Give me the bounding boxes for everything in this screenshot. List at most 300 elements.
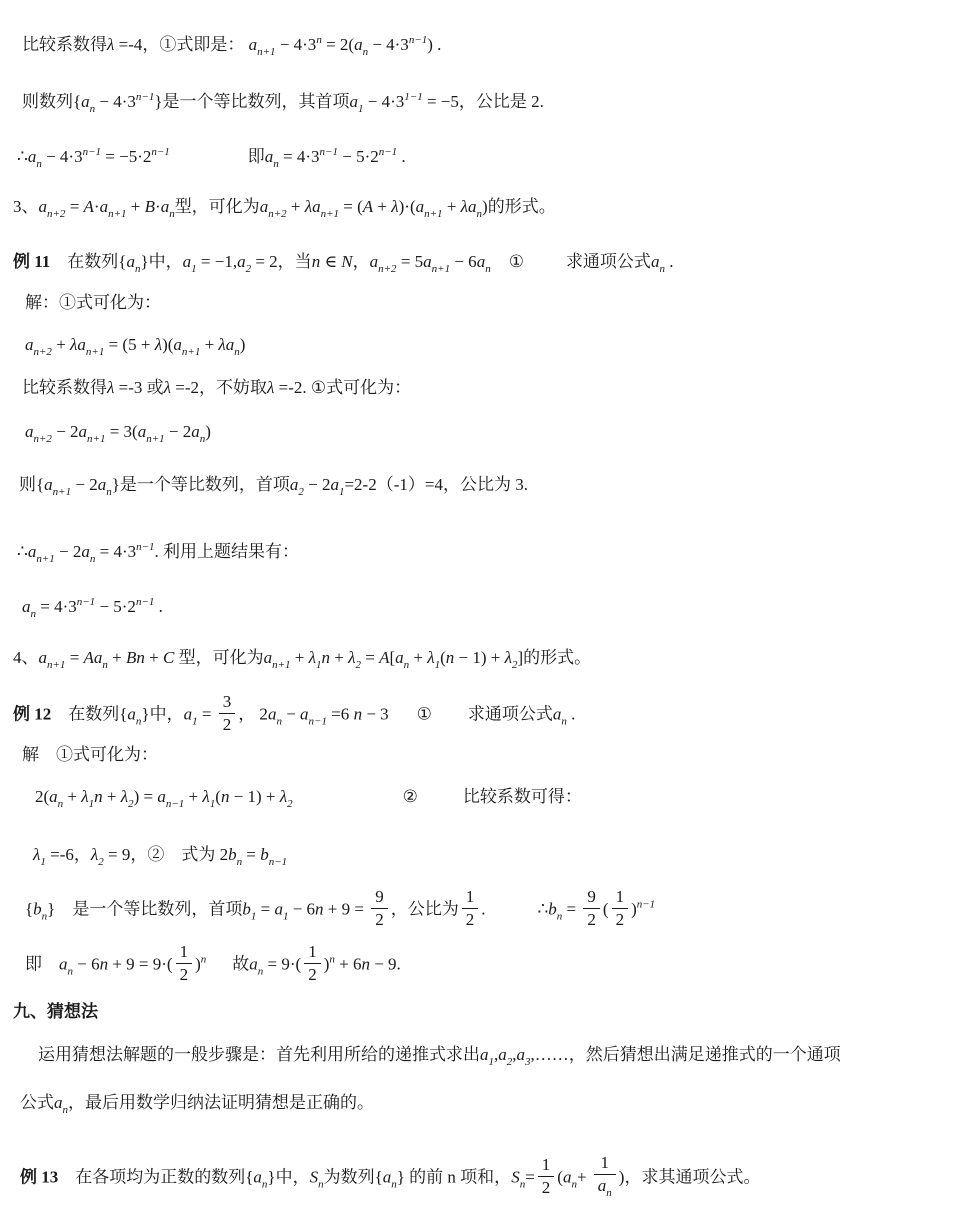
text-run: ∈ <box>320 252 342 271</box>
text-run: 比较系数得 <box>22 378 107 397</box>
fraction-denominator <box>462 908 479 929</box>
text-run: 在数列{ <box>51 704 128 724</box>
text-run: 1 <box>179 942 189 961</box>
text-run: ，最后用数学归纳法证明猜想是正确的。 <box>68 1093 374 1112</box>
text-run: }是一个等比数列，首项 <box>111 475 290 494</box>
math-var: λ <box>267 378 275 397</box>
fraction-denominator <box>371 908 388 929</box>
subscript: n+1 <box>36 553 55 565</box>
text-run: 2 <box>308 964 317 984</box>
text-run: + <box>184 787 203 806</box>
text-run: }中， <box>140 252 183 271</box>
subscript: 2 <box>355 659 361 671</box>
math-var: b <box>228 845 237 864</box>
text-run: ) = <box>133 787 158 806</box>
line-22-guess-method-step2 <box>20 1090 374 1123</box>
subscript: n <box>519 1178 526 1191</box>
text-run: + 9 = 9·( <box>108 954 173 974</box>
math-var: λ <box>202 787 210 806</box>
math-var: a <box>562 1167 572 1187</box>
text-run: ， 2 <box>238 704 268 724</box>
line-07-lambda-equation <box>25 332 245 365</box>
spacer <box>524 266 566 267</box>
text-run: − 2 <box>54 542 82 561</box>
bold-text: 例 11 <box>13 252 51 271</box>
math-var: a <box>498 1045 507 1064</box>
text-run: }中， <box>267 1167 310 1187</box>
fraction-numerator <box>612 888 629 908</box>
math-var: a <box>274 899 283 919</box>
subscript: n <box>57 798 64 810</box>
text-run: )( <box>162 335 174 354</box>
math-var: a <box>54 1093 63 1112</box>
text-run: ( <box>440 648 446 667</box>
math-var: a <box>382 1167 392 1187</box>
text-run: − 2 <box>51 422 79 441</box>
line-23-example-13 <box>20 1153 761 1201</box>
text-run: · <box>155 197 161 216</box>
math-var: n <box>311 252 321 271</box>
subscript: n <box>276 715 282 728</box>
text-run: 3 <box>222 692 232 711</box>
text-run: = <box>65 648 84 667</box>
fraction-denominator <box>538 1176 555 1197</box>
text-run: ( <box>557 1167 563 1187</box>
line-13-type4-heading <box>13 645 591 678</box>
math-var: a <box>27 542 37 561</box>
fraction-denominator <box>219 713 236 734</box>
math-var: a <box>38 648 47 667</box>
text-run: } 是一个等比数列，首项 <box>47 899 243 919</box>
fraction-numerator <box>371 888 388 908</box>
subscript: n+1 <box>257 46 276 58</box>
math-var: a <box>78 422 88 441</box>
text-run: ，公比为 <box>390 899 459 919</box>
subscript: n <box>261 1178 268 1191</box>
text-run: ) <box>631 899 637 919</box>
text-run: 即 <box>247 147 265 166</box>
math-var: λ <box>427 648 435 667</box>
fraction <box>219 693 236 734</box>
line-06-solution-11 <box>25 290 161 316</box>
subscript: 2 <box>511 659 518 671</box>
text-run: − 1) + <box>229 787 280 806</box>
line-09-reduced-equation <box>25 419 211 452</box>
text-run: ∴ <box>17 147 28 166</box>
text-run: + <box>144 648 163 667</box>
text-run: − 2 <box>164 422 192 441</box>
subscript: 2 <box>98 856 104 868</box>
math-var: λ <box>107 378 115 397</box>
math-var: a <box>259 197 269 216</box>
text-run: + <box>373 197 392 216</box>
fraction-denominator <box>583 908 600 929</box>
text-run: 2( <box>35 787 50 806</box>
math-var: λ <box>308 648 316 667</box>
line-17-lambda12-values <box>33 842 287 875</box>
math-var: n <box>321 648 330 667</box>
math-var: a <box>349 92 359 111</box>
text-run: =-2. ①式可化为： <box>274 378 412 397</box>
math-var: Aa <box>83 648 103 667</box>
text-run: + <box>290 648 309 667</box>
text-run: − <box>281 704 301 724</box>
text-run: 2 <box>222 714 232 734</box>
math-var: a <box>44 475 53 494</box>
line-02-geometric-sequence <box>22 84 544 122</box>
text-run: )，求其通项公式。 <box>618 1167 761 1187</box>
math-var: n <box>445 648 455 667</box>
subscript: n+1 <box>320 208 340 220</box>
subscript: 1 <box>250 910 257 923</box>
subscript: n <box>89 103 96 115</box>
math-var: a <box>300 704 309 724</box>
superscript: n−1 <box>136 541 155 553</box>
text-run: =-2，不妨取 <box>171 378 267 397</box>
math-var: λa <box>304 197 321 216</box>
superscript: n <box>200 953 207 966</box>
math-var: a <box>182 252 192 271</box>
text-run: 9 <box>375 887 384 906</box>
subscript: n+1 <box>272 659 291 671</box>
math-var: a <box>25 422 34 441</box>
spacer <box>170 161 248 162</box>
math-var: a <box>157 787 166 806</box>
math-var: a <box>160 197 170 216</box>
subscript: n <box>102 659 108 671</box>
line-12-final-an <box>22 589 163 627</box>
text-run: + <box>286 197 305 216</box>
superscript: n−1 <box>76 596 96 608</box>
text-run: + <box>409 648 428 667</box>
superscript: n−1 <box>135 91 155 103</box>
math-var: λ <box>163 378 171 397</box>
text-run: + <box>51 335 71 354</box>
text-run: + 6 <box>334 954 362 974</box>
text-run: 在数列{ <box>50 252 127 271</box>
text-run: + <box>576 1167 591 1187</box>
subscript: n <box>659 263 665 275</box>
subscript: 2 <box>245 263 252 275</box>
text-run: 2 <box>615 909 625 929</box>
math-var: a <box>22 597 31 616</box>
text-run: + <box>442 197 461 216</box>
subscript: 3 <box>525 1056 531 1068</box>
text-run: 1 <box>465 887 475 906</box>
math-var: λ <box>154 335 163 354</box>
line-16-expanded-equation <box>35 784 582 817</box>
fraction-numerator <box>176 943 193 963</box>
subscript: 1 <box>209 798 216 810</box>
line-04-type3-heading <box>13 194 556 227</box>
subscript: n <box>485 263 491 275</box>
subscript: n <box>30 608 36 620</box>
math-var: a <box>597 1175 607 1195</box>
subscript: n <box>89 553 96 565</box>
fraction <box>594 1154 616 1199</box>
text-run: , <box>512 1045 517 1064</box>
math-var: C <box>163 648 175 667</box>
math-var: a <box>253 1167 262 1187</box>
math-var: a <box>237 252 246 271</box>
math-var: λa <box>70 335 86 354</box>
text-run: = <box>360 648 380 667</box>
text-run: { <box>25 899 34 919</box>
text-run: 2 <box>587 909 596 929</box>
text-run: = −5，公比是 2. <box>422 92 544 111</box>
math-var: a <box>126 252 135 271</box>
line-05-example-11 <box>13 249 673 282</box>
line-19-an-final-12 <box>25 942 401 986</box>
subscript: n <box>236 856 243 868</box>
fraction-denominator <box>594 1174 616 1200</box>
text-run: 型，可化为 <box>174 197 260 216</box>
text-run: ) . <box>427 35 442 54</box>
text-run: ( <box>215 787 221 806</box>
subscript: n−1 <box>308 715 327 728</box>
text-run: = −5·2 <box>101 147 152 166</box>
text-run: . <box>481 899 486 919</box>
math-var: a <box>127 704 136 724</box>
subscript: n+1 <box>52 486 72 498</box>
subscript: n <box>606 1186 612 1199</box>
text-run: ,……，然后猜想出满足递推式的一个通项 <box>530 1045 841 1064</box>
superscript: n−1 <box>378 146 398 158</box>
line-01-lambda-result <box>22 27 441 65</box>
math-var: a <box>330 475 339 494</box>
subscript: n <box>318 1178 324 1191</box>
spacer <box>432 718 468 719</box>
bold-text: 例 12 <box>13 704 52 724</box>
math-var: n <box>361 954 370 974</box>
subscript: 1 <box>316 659 322 671</box>
line-11-therefore-result <box>17 534 299 572</box>
text-run: )的形式。 <box>482 197 556 216</box>
math-var: b <box>242 899 251 919</box>
math-var: a <box>423 252 432 271</box>
text-run: = <box>525 1167 535 1187</box>
fraction-numerator <box>594 1154 616 1174</box>
text-run: + <box>63 787 82 806</box>
text-run: =6 <box>326 704 354 724</box>
math-var: a <box>248 35 258 54</box>
subscript: 2 <box>298 486 304 498</box>
math-var: n <box>94 787 103 806</box>
fraction-denominator <box>304 963 321 984</box>
math-var: a <box>81 92 90 111</box>
text-run: 型，可化为 <box>174 648 264 667</box>
math-var: a <box>191 422 200 441</box>
spacer <box>206 968 232 969</box>
subscript: n <box>257 965 264 978</box>
line-03-therefore-an <box>17 139 406 177</box>
text-run: − 6 <box>450 252 477 271</box>
subscript: n <box>62 1104 68 1116</box>
text-run: ∴ <box>17 542 28 561</box>
fraction-numerator <box>304 943 321 963</box>
text-run: . 利用上题结果有： <box>154 542 300 561</box>
text-run: 在各项均为正数的数列{ <box>58 1167 254 1187</box>
text-run: − 9. <box>369 954 401 974</box>
subscript: 1 <box>434 659 441 671</box>
subscript: 1 <box>191 263 197 275</box>
subscript: n <box>273 158 279 170</box>
text-run: + <box>102 787 121 806</box>
spacer <box>491 266 509 267</box>
text-run: = <box>562 899 581 919</box>
text-run: [ <box>389 648 396 667</box>
subscript: 1 <box>192 715 198 728</box>
subscript: n+1 <box>47 659 66 671</box>
subscript: 2 <box>128 798 134 810</box>
line-08-lambda-values <box>22 375 411 401</box>
text-run: 求通项公式 <box>467 704 553 724</box>
subscript: n <box>476 208 483 220</box>
text-run: 1 <box>541 1155 551 1175</box>
math-var: a <box>25 335 34 354</box>
text-run: 即 <box>25 954 59 974</box>
math-var: a <box>650 252 660 271</box>
math-var: n <box>220 787 230 806</box>
text-run: = 4·3 <box>95 542 137 561</box>
math-var: a <box>81 542 90 561</box>
subscript: n+1 <box>87 433 106 445</box>
subscript: 1 <box>338 486 345 498</box>
subscript: n+1 <box>181 346 201 358</box>
text-run: 4、 <box>13 648 39 667</box>
math-var: a <box>369 252 379 271</box>
text-run: 2 <box>465 909 475 929</box>
line-18-bn-sequence <box>25 887 656 931</box>
text-run: 求通项公式 <box>565 252 651 271</box>
text-run: 公式 <box>20 1093 54 1112</box>
text-run: . <box>154 597 163 616</box>
math-var: A <box>379 648 390 667</box>
subscript: n <box>561 715 567 728</box>
math-var: λ <box>391 197 399 216</box>
text-run: =2-2（-1）=4，公比为 3. <box>344 475 528 494</box>
fraction-numerator <box>219 693 236 713</box>
math-var: Bn <box>126 648 145 667</box>
text-run: − 1) + <box>454 648 505 667</box>
text-run: + 9 = <box>323 899 369 919</box>
superscript: n−1 <box>151 146 170 158</box>
text-run: ) <box>195 954 201 974</box>
subscript: n−1 <box>268 856 288 868</box>
line-15-solution-12 <box>22 742 158 768</box>
text-run: } 的前 n 项和， <box>396 1167 512 1187</box>
line-10-first-term <box>19 472 528 505</box>
text-run: 1 <box>615 887 625 906</box>
math-var: a <box>27 147 37 166</box>
fraction-numerator <box>462 888 479 908</box>
math-var: a <box>137 422 147 441</box>
subscript: n <box>67 965 73 978</box>
text-run: ( <box>602 899 609 919</box>
subscript: n+1 <box>424 208 443 220</box>
math-var: λ <box>107 35 115 54</box>
subscript: n <box>571 1178 577 1191</box>
math-var: a <box>354 35 363 54</box>
subscript: n <box>41 910 48 923</box>
text-run: − 6 <box>288 899 316 919</box>
text-run: − 4·3 <box>275 35 317 54</box>
math-var: a <box>99 197 109 216</box>
fraction-denominator <box>612 908 629 929</box>
subscript: 2 <box>287 798 293 810</box>
math-var: a <box>38 197 47 216</box>
math-var: b <box>33 899 42 919</box>
text-run: ② <box>402 787 418 806</box>
text-run: = 9·( <box>263 954 302 974</box>
math-var: a <box>263 648 273 667</box>
text-run: ∴ <box>537 899 549 919</box>
math-var: λa <box>460 197 477 216</box>
fraction-numerator <box>583 888 600 908</box>
line-20-section-nine-heading <box>13 999 98 1025</box>
text-run: · <box>93 197 100 216</box>
superscript: n−1 <box>135 596 155 608</box>
text-run: = <box>197 704 216 724</box>
math-var: λ <box>279 787 288 806</box>
subscript: n <box>391 1178 397 1191</box>
text-run: ① <box>508 252 524 271</box>
text-run: 1 <box>600 1153 610 1172</box>
subscript: n <box>106 486 112 498</box>
math-var: a <box>49 787 58 806</box>
math-var: a <box>516 1045 525 1064</box>
line-14-example-12 <box>13 692 576 736</box>
text-run: + <box>126 197 145 216</box>
text-run: = 4·3 <box>36 597 77 616</box>
math-var: n <box>315 899 324 919</box>
text-run: − 5·2 <box>95 597 136 616</box>
math-var: a <box>476 252 486 271</box>
math-var: a <box>249 954 258 974</box>
text-run: 2 <box>375 909 384 929</box>
text-run: . <box>566 704 576 724</box>
text-run: = 2( <box>321 35 355 54</box>
subscript: n <box>36 158 42 170</box>
math-var: N <box>341 252 353 271</box>
math-var: λ <box>81 787 89 806</box>
fraction <box>583 888 600 929</box>
text-run: − 4·3 <box>95 92 136 111</box>
fraction-denominator <box>176 963 193 984</box>
text-run: . <box>397 147 406 166</box>
text-run: = (5 + <box>104 335 155 354</box>
math-var: a <box>289 475 299 494</box>
math-var: A <box>83 197 94 216</box>
math-var: B <box>144 197 156 216</box>
text-run: 解：①式可化为： <box>25 293 161 312</box>
text-run: − 3 <box>362 704 389 724</box>
text-run: 解 ①式可化为： <box>22 745 158 764</box>
text-run: 比较系数得 <box>22 35 107 54</box>
text-run: − 2 <box>303 475 331 494</box>
superscript: n <box>329 953 335 966</box>
fraction <box>612 888 629 929</box>
text-run: 故 <box>232 954 250 974</box>
fraction <box>538 1156 555 1197</box>
text-run: = ( <box>339 197 363 216</box>
superscript: 1−1 <box>404 91 423 103</box>
text-run: = <box>65 197 84 216</box>
math-var: S <box>511 1167 520 1187</box>
math-var: A <box>362 197 374 216</box>
text-run: 1 <box>308 942 317 961</box>
math-var: b <box>260 845 269 864</box>
